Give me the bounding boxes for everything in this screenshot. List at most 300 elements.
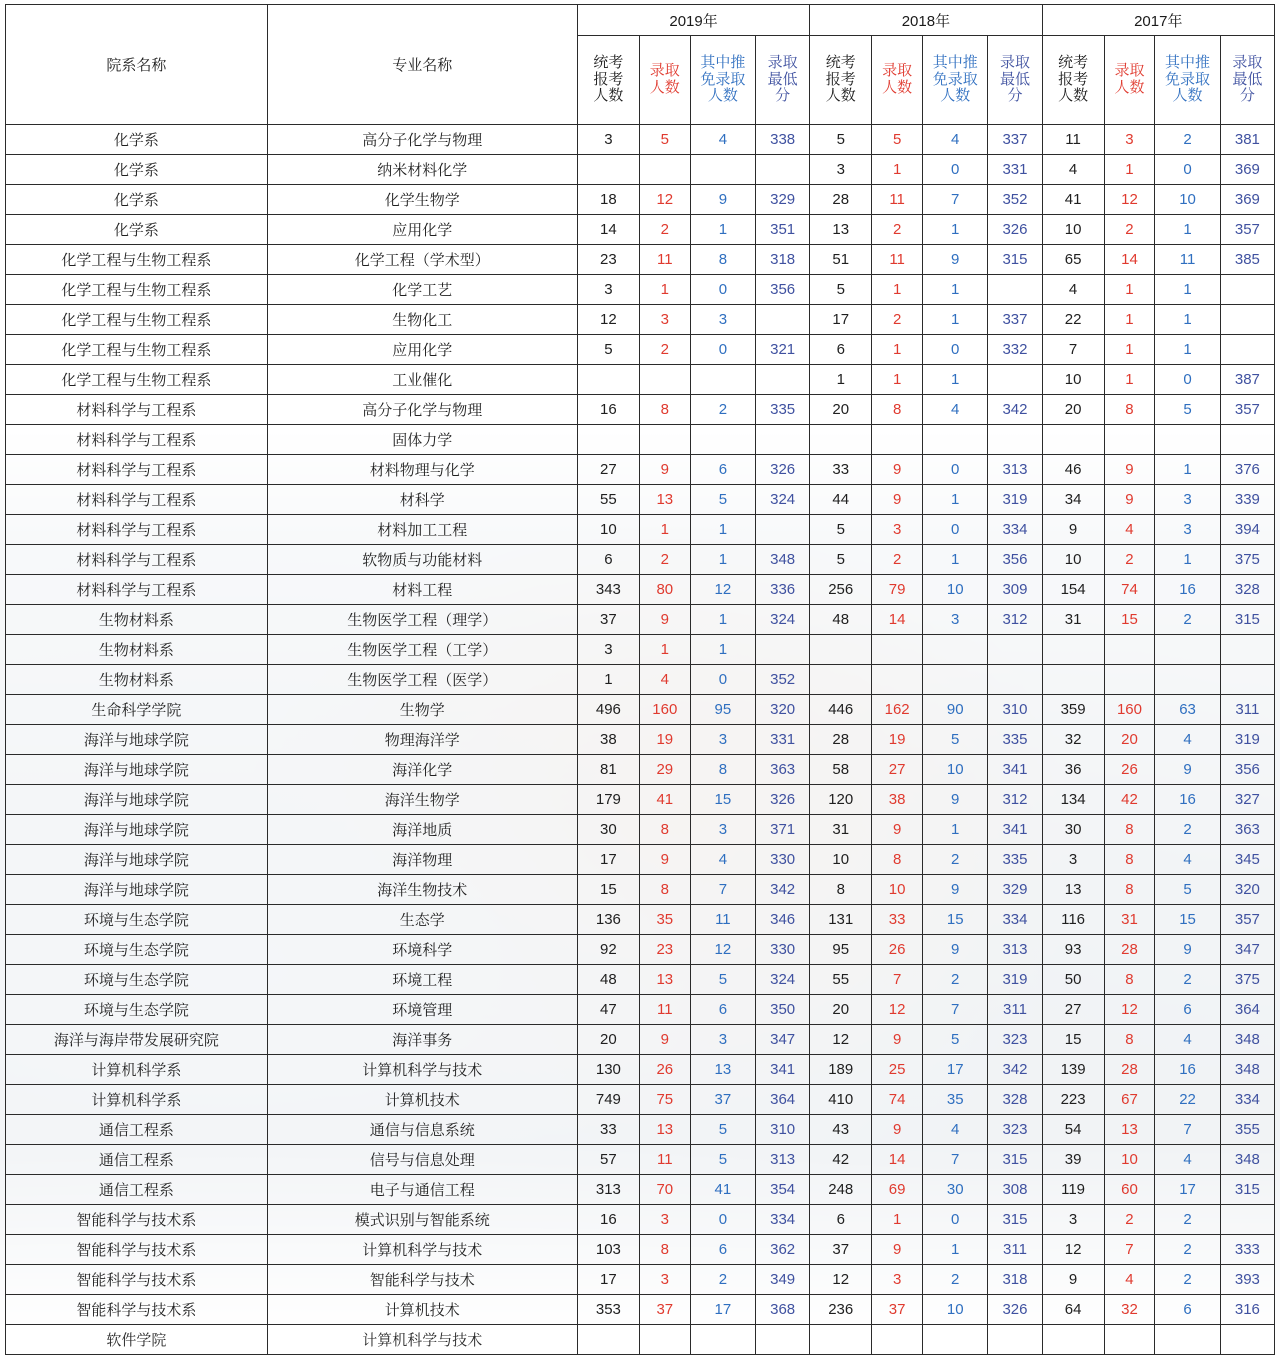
cell-apply-2017: 30 [1042, 815, 1104, 845]
cell-apply-2018: 189 [810, 1055, 872, 1085]
cell-major: 生物医学工程（工学） [267, 635, 577, 665]
cell-exempt-2018: 5 [923, 1025, 988, 1055]
cell-admit-2017: 7 [1104, 1235, 1155, 1265]
cell-score-2017 [1220, 635, 1274, 665]
cell-apply-2019: 3 [577, 635, 639, 665]
cell-department: 生物材料系 [6, 665, 268, 695]
cell-department: 环境与生态学院 [6, 935, 268, 965]
cell-apply-2017: 10 [1042, 545, 1104, 575]
table-row [6, 575, 1275, 605]
cell-exempt-2017: 5 [1155, 395, 1220, 425]
cell-score-2018: 337 [988, 305, 1042, 335]
cell-apply-2018: 236 [810, 1295, 872, 1325]
cell-exempt-2019: 6 [690, 1235, 755, 1265]
cell-exempt-2017: 2 [1155, 125, 1220, 155]
cell-score-2017: 385 [1220, 245, 1274, 275]
cell-admit-2018: 1 [872, 155, 923, 185]
cell-apply-2019: 313 [577, 1175, 639, 1205]
cell-score-2017: 356 [1220, 755, 1274, 785]
cell-apply-2018: 120 [810, 785, 872, 815]
cell-score-2019: 324 [756, 965, 810, 995]
cell-score-2017: 357 [1220, 215, 1274, 245]
cell-score-2017 [1220, 275, 1274, 305]
cell-exempt-2017 [1155, 665, 1220, 695]
cell-exempt-2019: 1 [690, 545, 755, 575]
cell-exempt-2018: 7 [923, 995, 988, 1025]
cell-exempt-2017: 3 [1155, 485, 1220, 515]
table-row [6, 1085, 1275, 1115]
cell-major: 计算机科学与技术 [267, 1325, 577, 1355]
cell-score-2018: 332 [988, 335, 1042, 365]
cell-exempt-2018: 1 [923, 485, 988, 515]
cell-score-2018 [988, 275, 1042, 305]
cell-major: 信号与信息处理 [267, 1145, 577, 1175]
cell-apply-2019: 17 [577, 1265, 639, 1295]
cell-exempt-2019 [690, 1325, 755, 1355]
table-row [6, 635, 1275, 665]
cell-major: 海洋地质 [267, 815, 577, 845]
cell-department: 材料科学与工程系 [6, 425, 268, 455]
cell-score-2017: 311 [1220, 695, 1274, 725]
cell-major: 海洋化学 [267, 755, 577, 785]
cell-exempt-2018: 4 [923, 1115, 988, 1145]
cell-score-2017 [1220, 1205, 1274, 1235]
cell-admit-2018: 3 [872, 1265, 923, 1295]
cell-admit-2019: 80 [639, 575, 690, 605]
cell-exempt-2017: 2 [1155, 1235, 1220, 1265]
table-row [6, 1025, 1275, 1055]
cell-admit-2019: 26 [639, 1055, 690, 1085]
cell-score-2017: 393 [1220, 1265, 1274, 1295]
cell-exempt-2018: 5 [923, 725, 988, 755]
cell-apply-2018: 256 [810, 575, 872, 605]
cell-admit-2018: 69 [872, 1175, 923, 1205]
cell-exempt-2019: 6 [690, 995, 755, 1025]
cell-major: 环境工程 [267, 965, 577, 995]
cell-exempt-2017: 0 [1155, 155, 1220, 185]
cell-apply-2019: 16 [577, 1205, 639, 1235]
cell-exempt-2018: 10 [923, 1295, 988, 1325]
cell-admit-2019: 2 [639, 545, 690, 575]
cell-major: 材料物理与化学 [267, 455, 577, 485]
cell-score-2018: 313 [988, 935, 1042, 965]
cell-admit-2019: 8 [639, 1235, 690, 1265]
cell-exempt-2017: 2 [1155, 815, 1220, 845]
cell-exempt-2019: 2 [690, 1265, 755, 1295]
cell-admit-2017: 160 [1104, 695, 1155, 725]
cell-apply-2017 [1042, 425, 1104, 455]
cell-department: 化学工程与生物工程系 [6, 245, 268, 275]
cell-apply-2017: 119 [1042, 1175, 1104, 1205]
table-row [6, 515, 1275, 545]
cell-exempt-2018: 3 [923, 605, 988, 635]
cell-score-2017: 387 [1220, 365, 1274, 395]
cell-apply-2018: 51 [810, 245, 872, 275]
cell-admit-2017: 13 [1104, 1115, 1155, 1145]
cell-exempt-2018: 0 [923, 455, 988, 485]
cell-admit-2018: 14 [872, 605, 923, 635]
cell-apply-2017: 13 [1042, 875, 1104, 905]
cell-score-2019: 320 [756, 695, 810, 725]
cell-exempt-2019: 3 [690, 725, 755, 755]
table-row [6, 545, 1275, 575]
cell-admit-2017: 2 [1104, 545, 1155, 575]
cell-score-2017 [1220, 305, 1274, 335]
table-row [6, 395, 1275, 425]
cell-department: 智能科学与技术系 [6, 1205, 268, 1235]
table-row [6, 875, 1275, 905]
cell-major: 环境管理 [267, 995, 577, 1025]
cell-admit-2019 [639, 365, 690, 395]
cell-score-2017: 394 [1220, 515, 1274, 545]
cell-apply-2019: 47 [577, 995, 639, 1025]
cell-admit-2019: 11 [639, 1145, 690, 1175]
cell-score-2017 [1220, 425, 1274, 455]
cell-apply-2019: 12 [577, 305, 639, 335]
cell-score-2018: 329 [988, 875, 1042, 905]
cell-apply-2017: 4 [1042, 155, 1104, 185]
cell-exempt-2019: 37 [690, 1085, 755, 1115]
cell-exempt-2019 [690, 155, 755, 185]
cell-admit-2019: 29 [639, 755, 690, 785]
cell-apply-2018: 248 [810, 1175, 872, 1205]
cell-admit-2019: 1 [639, 515, 690, 545]
cell-major: 高分子化学与物理 [267, 395, 577, 425]
cell-exempt-2019: 5 [690, 965, 755, 995]
header-major: 专业名称 [267, 5, 577, 125]
cell-score-2018 [988, 635, 1042, 665]
cell-score-2019: 310 [756, 1115, 810, 1145]
cell-score-2019: 326 [756, 785, 810, 815]
cell-major: 电子与通信工程 [267, 1175, 577, 1205]
cell-exempt-2019: 8 [690, 755, 755, 785]
cell-exempt-2018: 30 [923, 1175, 988, 1205]
cell-score-2019: 364 [756, 1085, 810, 1115]
cell-score-2018: 331 [988, 155, 1042, 185]
cell-major: 海洋物理 [267, 845, 577, 875]
cell-apply-2019: 27 [577, 455, 639, 485]
cell-score-2018: 334 [988, 515, 1042, 545]
cell-major: 生物化工 [267, 305, 577, 335]
cell-score-2018 [988, 1325, 1042, 1355]
cell-major: 模式识别与智能系统 [267, 1205, 577, 1235]
cell-exempt-2017: 4 [1155, 1025, 1220, 1055]
cell-apply-2018: 8 [810, 875, 872, 905]
cell-score-2018: 312 [988, 605, 1042, 635]
cell-department: 软件学院 [6, 1325, 268, 1355]
cell-score-2019 [756, 155, 810, 185]
cell-score-2018: 334 [988, 905, 1042, 935]
cell-admit-2018: 2 [872, 305, 923, 335]
cell-apply-2018: 6 [810, 1205, 872, 1235]
cell-department: 化学系 [6, 155, 268, 185]
cell-admit-2019: 3 [639, 1265, 690, 1295]
table-row [6, 1265, 1275, 1295]
cell-score-2019: 326 [756, 455, 810, 485]
cell-admit-2019: 4 [639, 665, 690, 695]
cell-department: 生命科学学院 [6, 695, 268, 725]
cell-apply-2017: 11 [1042, 125, 1104, 155]
table-row [6, 335, 1275, 365]
cell-exempt-2019: 5 [690, 1115, 755, 1145]
table-head [6, 5, 1275, 125]
cell-admit-2017: 8 [1104, 875, 1155, 905]
cell-apply-2018: 6 [810, 335, 872, 365]
cell-score-2019: 318 [756, 245, 810, 275]
cell-exempt-2018: 0 [923, 515, 988, 545]
table-row [6, 1145, 1275, 1175]
cell-score-2018: 311 [988, 995, 1042, 1025]
cell-admit-2017 [1104, 635, 1155, 665]
cell-apply-2019: 15 [577, 875, 639, 905]
cell-admit-2019: 2 [639, 335, 690, 365]
cell-admit-2017: 74 [1104, 575, 1155, 605]
cell-score-2018: 323 [988, 1115, 1042, 1145]
cell-score-2019 [756, 305, 810, 335]
cell-admit-2017: 8 [1104, 1025, 1155, 1055]
cell-score-2018: 335 [988, 845, 1042, 875]
cell-apply-2017: 10 [1042, 365, 1104, 395]
cell-apply-2018 [810, 1325, 872, 1355]
cell-admit-2018: 33 [872, 905, 923, 935]
cell-admit-2017: 3 [1104, 125, 1155, 155]
cell-score-2018: 323 [988, 1025, 1042, 1055]
cell-exempt-2017: 22 [1155, 1085, 1220, 1115]
cell-apply-2017: 154 [1042, 575, 1104, 605]
cell-admit-2018: 12 [872, 995, 923, 1025]
cell-exempt-2018: 10 [923, 575, 988, 605]
cell-admit-2017: 28 [1104, 935, 1155, 965]
cell-exempt-2018: 15 [923, 905, 988, 935]
table-row [6, 1325, 1275, 1355]
cell-score-2018: 335 [988, 725, 1042, 755]
cell-exempt-2019: 11 [690, 905, 755, 935]
cell-admit-2018: 38 [872, 785, 923, 815]
cell-admit-2018 [872, 635, 923, 665]
cell-admit-2017: 42 [1104, 785, 1155, 815]
cell-admit-2019: 41 [639, 785, 690, 815]
cell-admit-2019: 75 [639, 1085, 690, 1115]
cell-apply-2017 [1042, 635, 1104, 665]
cell-score-2017: 375 [1220, 965, 1274, 995]
cell-score-2017: 334 [1220, 1085, 1274, 1115]
cell-score-2018: 341 [988, 755, 1042, 785]
cell-admit-2018: 10 [872, 875, 923, 905]
cell-exempt-2018: 0 [923, 1205, 988, 1235]
cell-major: 工业催化 [267, 365, 577, 395]
cell-apply-2018: 42 [810, 1145, 872, 1175]
cell-exempt-2018 [923, 425, 988, 455]
cell-apply-2017: 31 [1042, 605, 1104, 635]
cell-major: 材料加工工程 [267, 515, 577, 545]
cell-score-2017: 355 [1220, 1115, 1274, 1145]
cell-score-2018: 312 [988, 785, 1042, 815]
header-metric-score-2017: 录取 最低 分 [1220, 36, 1274, 125]
cell-apply-2018 [810, 425, 872, 455]
cell-apply-2019: 48 [577, 965, 639, 995]
cell-department: 计算机科学系 [6, 1055, 268, 1085]
cell-score-2017: 375 [1220, 545, 1274, 575]
cell-department: 生物材料系 [6, 635, 268, 665]
header-metric-apply-2019: 统考 报考 人数 [577, 36, 639, 125]
cell-department: 通信工程系 [6, 1175, 268, 1205]
cell-admit-2019: 35 [639, 905, 690, 935]
cell-apply-2017: 65 [1042, 245, 1104, 275]
cell-department: 化学工程与生物工程系 [6, 305, 268, 335]
cell-apply-2019: 33 [577, 1115, 639, 1145]
cell-department: 海洋与地球学院 [6, 815, 268, 845]
cell-department: 环境与生态学院 [6, 995, 268, 1025]
cell-apply-2018: 5 [810, 275, 872, 305]
cell-score-2017: 347 [1220, 935, 1274, 965]
cell-score-2017: 381 [1220, 125, 1274, 155]
cell-exempt-2018: 0 [923, 335, 988, 365]
cell-major: 化学工艺 [267, 275, 577, 305]
cell-admit-2018: 8 [872, 845, 923, 875]
cell-score-2019: 342 [756, 875, 810, 905]
cell-admit-2018: 7 [872, 965, 923, 995]
cell-exempt-2017: 11 [1155, 245, 1220, 275]
cell-admit-2017: 8 [1104, 395, 1155, 425]
header-metric-admit-2017: 录取 人数 [1104, 36, 1155, 125]
cell-score-2019: 321 [756, 335, 810, 365]
cell-apply-2017: 50 [1042, 965, 1104, 995]
cell-exempt-2018: 2 [923, 1265, 988, 1295]
cell-score-2018: 310 [988, 695, 1042, 725]
cell-score-2019: 356 [756, 275, 810, 305]
cell-apply-2017: 9 [1042, 1265, 1104, 1295]
cell-admit-2017: 26 [1104, 755, 1155, 785]
cell-department: 化学工程与生物工程系 [6, 275, 268, 305]
cell-score-2019: 371 [756, 815, 810, 845]
cell-admit-2018 [872, 665, 923, 695]
cell-admit-2017: 28 [1104, 1055, 1155, 1085]
cell-apply-2018 [810, 635, 872, 665]
cell-admit-2017: 9 [1104, 455, 1155, 485]
cell-apply-2017: 223 [1042, 1085, 1104, 1115]
cell-department: 化学系 [6, 185, 268, 215]
cell-department: 材料科学与工程系 [6, 395, 268, 425]
cell-apply-2017: 34 [1042, 485, 1104, 515]
cell-exempt-2018: 0 [923, 155, 988, 185]
table-row [6, 995, 1275, 1025]
cell-apply-2019: 20 [577, 1025, 639, 1055]
cell-exempt-2019: 1 [690, 635, 755, 665]
cell-exempt-2017: 16 [1155, 785, 1220, 815]
cell-apply-2019: 16 [577, 395, 639, 425]
cell-exempt-2017: 5 [1155, 875, 1220, 905]
cell-admit-2017: 8 [1104, 845, 1155, 875]
cell-score-2018: 313 [988, 455, 1042, 485]
cell-apply-2017 [1042, 1325, 1104, 1355]
cell-apply-2019: 3 [577, 125, 639, 155]
cell-admit-2019: 13 [639, 485, 690, 515]
cell-apply-2019: 1 [577, 665, 639, 695]
cell-exempt-2017: 4 [1155, 725, 1220, 755]
cell-apply-2017: 20 [1042, 395, 1104, 425]
cell-department: 材料科学与工程系 [6, 455, 268, 485]
cell-apply-2017: 134 [1042, 785, 1104, 815]
cell-major: 计算机科学与技术 [267, 1235, 577, 1265]
cell-score-2018: 308 [988, 1175, 1042, 1205]
cell-major: 生态学 [267, 905, 577, 935]
cell-apply-2019: 17 [577, 845, 639, 875]
cell-apply-2018: 20 [810, 995, 872, 1025]
cell-score-2019: 334 [756, 1205, 810, 1235]
cell-apply-2018: 43 [810, 1115, 872, 1145]
cell-exempt-2019: 1 [690, 215, 755, 245]
cell-admit-2017: 15 [1104, 605, 1155, 635]
cell-major: 纳米材料化学 [267, 155, 577, 185]
cell-admit-2017: 2 [1104, 1205, 1155, 1235]
table-row [6, 365, 1275, 395]
cell-department: 化学工程与生物工程系 [6, 365, 268, 395]
cell-score-2017: 363 [1220, 815, 1274, 845]
cell-exempt-2019: 7 [690, 875, 755, 905]
cell-score-2019: 348 [756, 545, 810, 575]
cell-apply-2019: 343 [577, 575, 639, 605]
cell-apply-2018: 410 [810, 1085, 872, 1115]
cell-admit-2017 [1104, 425, 1155, 455]
cell-exempt-2017: 16 [1155, 1055, 1220, 1085]
table-row [6, 965, 1275, 995]
cell-apply-2018: 28 [810, 185, 872, 215]
table-sheet [0, 4, 1280, 1349]
cell-apply-2017: 359 [1042, 695, 1104, 725]
cell-department: 化学系 [6, 125, 268, 155]
cell-admit-2019: 8 [639, 815, 690, 845]
cell-admit-2017: 20 [1104, 725, 1155, 755]
cell-admit-2018: 1 [872, 275, 923, 305]
cell-admit-2019: 70 [639, 1175, 690, 1205]
cell-admit-2019: 1 [639, 635, 690, 665]
cell-exempt-2019: 0 [690, 335, 755, 365]
cell-apply-2018: 12 [810, 1265, 872, 1295]
cell-department: 材料科学与工程系 [6, 485, 268, 515]
cell-exempt-2018: 1 [923, 815, 988, 845]
table-row [6, 185, 1275, 215]
cell-major: 智能科学与技术 [267, 1265, 577, 1295]
cell-apply-2019 [577, 365, 639, 395]
cell-apply-2018: 31 [810, 815, 872, 845]
cell-admit-2019: 160 [639, 695, 690, 725]
cell-admit-2017: 31 [1104, 905, 1155, 935]
cell-exempt-2017: 3 [1155, 515, 1220, 545]
cell-score-2017: 357 [1220, 905, 1274, 935]
cell-exempt-2019: 2 [690, 395, 755, 425]
header-year-2018: 2018年 [810, 5, 1042, 36]
cell-apply-2019: 81 [577, 755, 639, 785]
cell-exempt-2017: 2 [1155, 605, 1220, 635]
cell-score-2018: 309 [988, 575, 1042, 605]
cell-score-2018 [988, 425, 1042, 455]
cell-apply-2018: 5 [810, 515, 872, 545]
cell-score-2018: 337 [988, 125, 1042, 155]
cell-apply-2019: 55 [577, 485, 639, 515]
cell-score-2019 [756, 635, 810, 665]
cell-admit-2017: 12 [1104, 995, 1155, 1025]
cell-score-2019: 350 [756, 995, 810, 1025]
cell-department: 环境与生态学院 [6, 965, 268, 995]
cell-exempt-2019: 1 [690, 515, 755, 545]
cell-exempt-2018: 1 [923, 305, 988, 335]
cell-admit-2019: 13 [639, 965, 690, 995]
cell-admit-2019: 9 [639, 605, 690, 635]
cell-exempt-2017: 9 [1155, 755, 1220, 785]
cell-apply-2019: 749 [577, 1085, 639, 1115]
cell-score-2019: 351 [756, 215, 810, 245]
cell-admit-2019: 9 [639, 1025, 690, 1055]
